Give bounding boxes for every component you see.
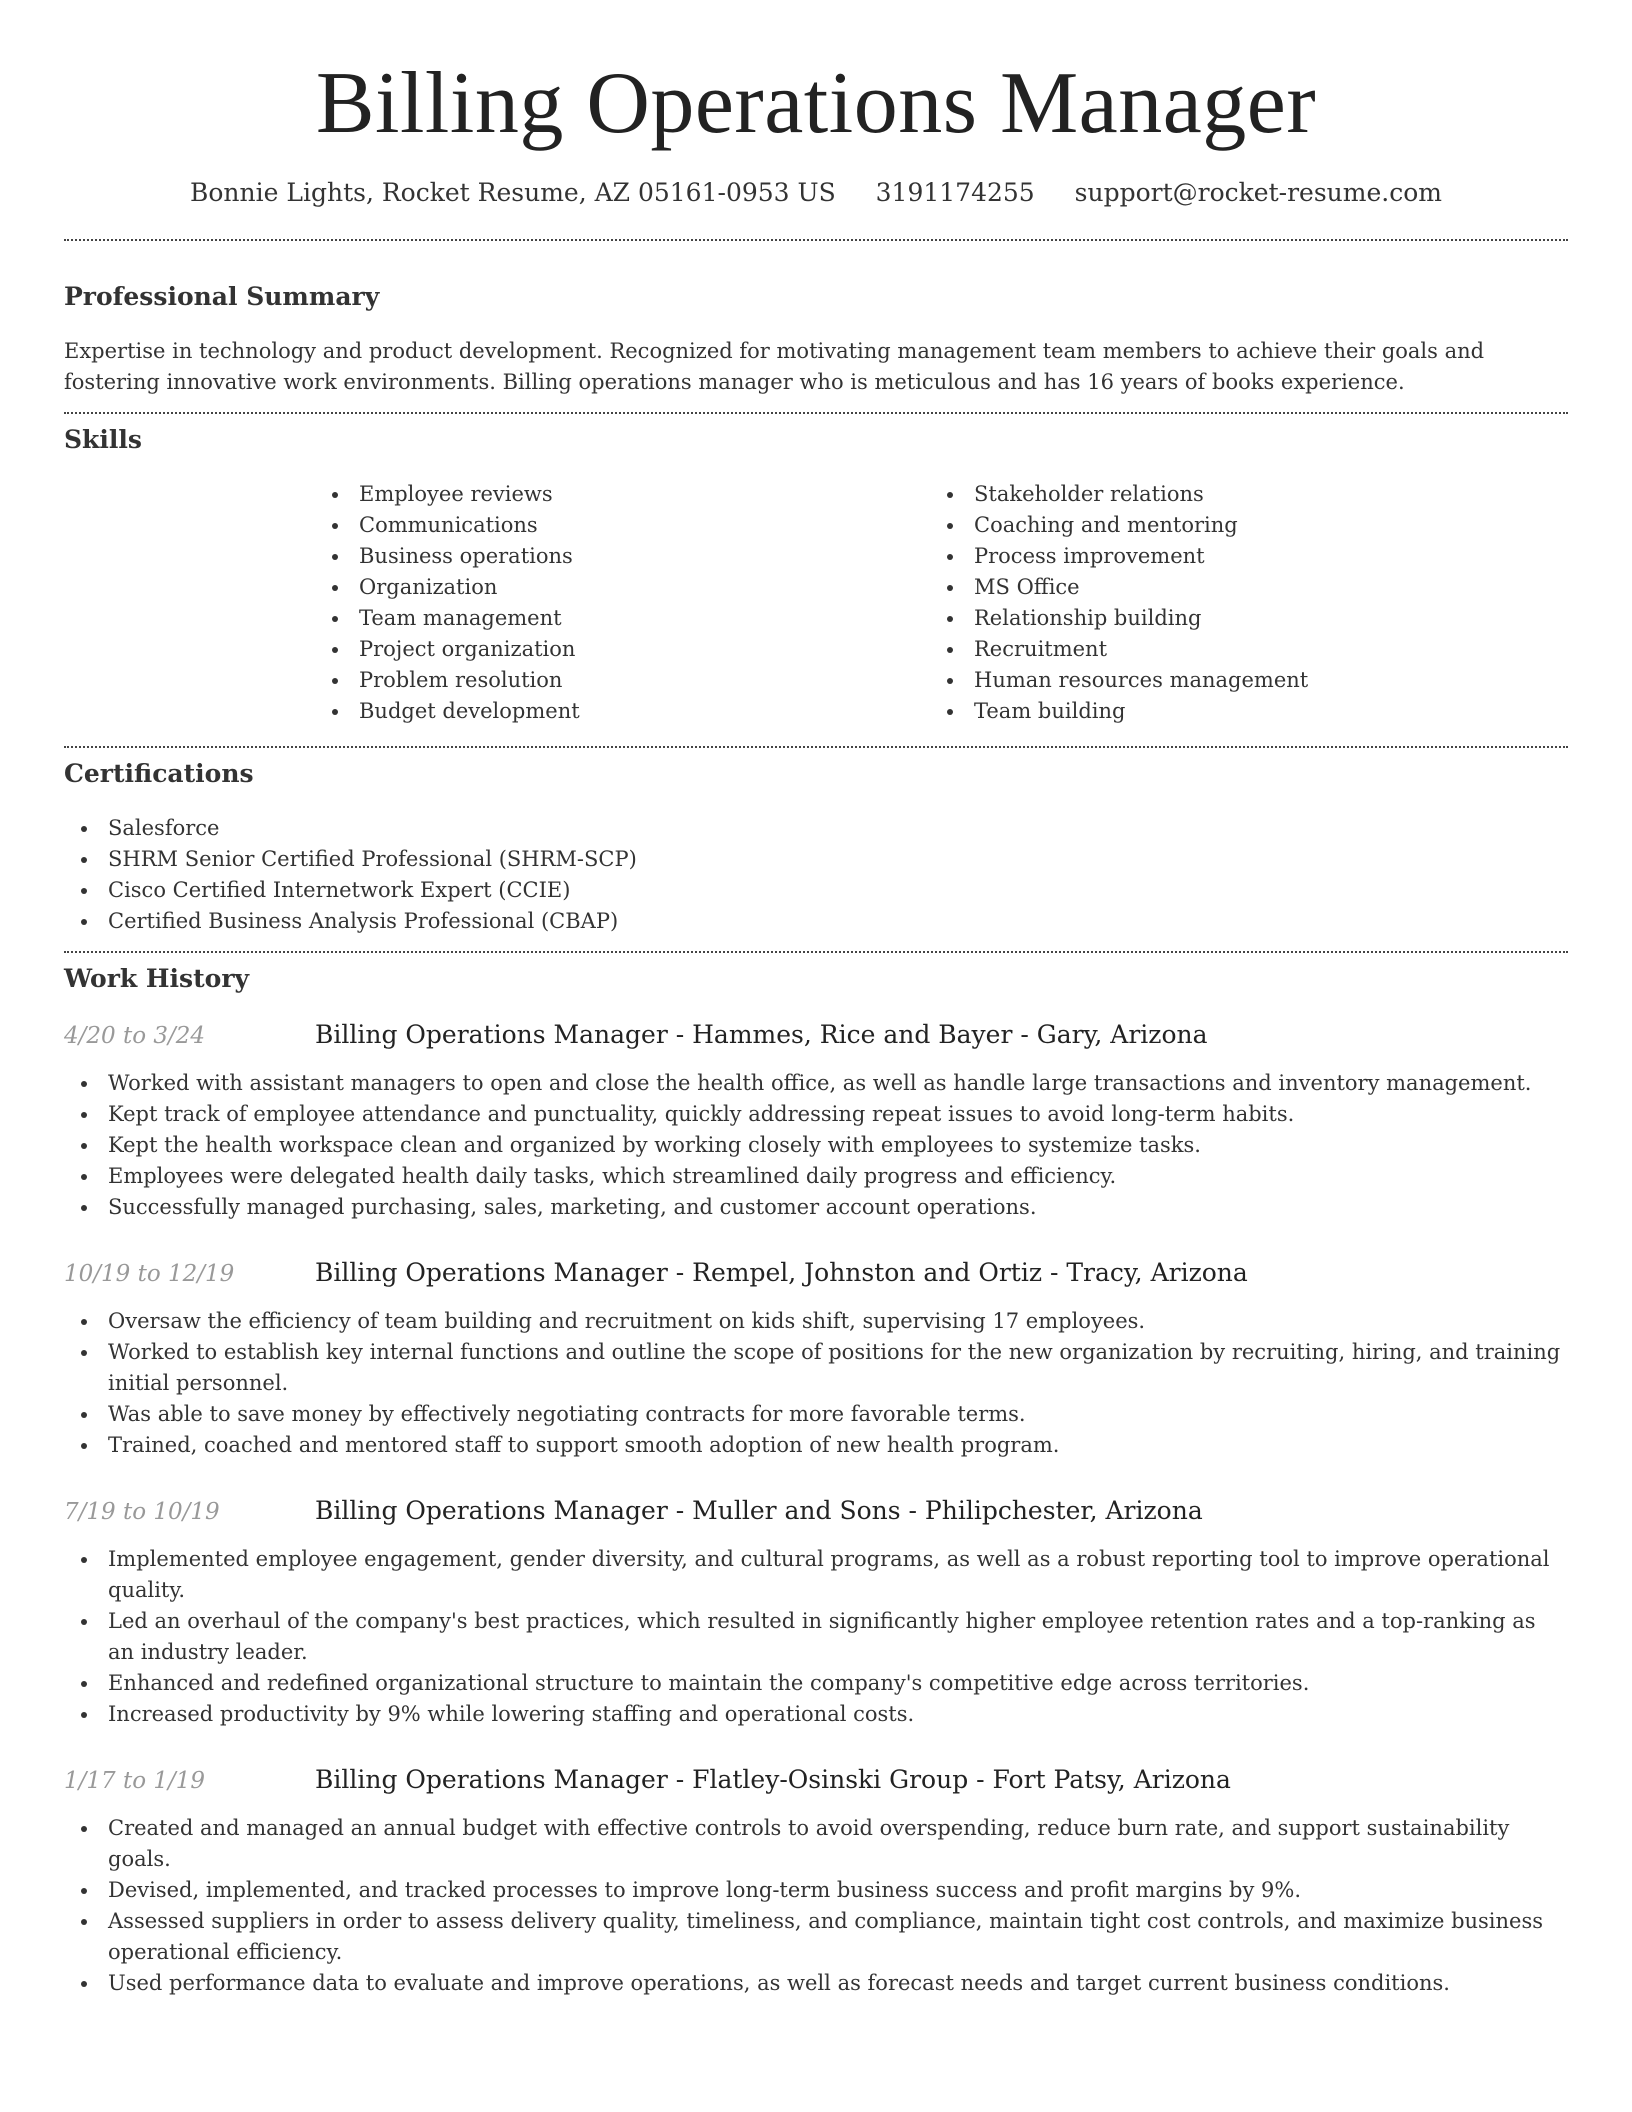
skill-item: Coaching and mentoring <box>930 510 1545 541</box>
job-bullets <box>64 1813 1568 1999</box>
certification-item: Salesforce <box>64 813 1568 844</box>
job-bullet: Was able to save money by effectively negotiating contracts for more favorable terms. <box>64 1399 1568 1430</box>
job-header <box>64 1764 1568 1797</box>
skill-item: Relationship building <box>930 603 1545 634</box>
work-history-section <box>64 963 1568 1999</box>
certification-item: SHRM Senior Certified Professional (SHRM-SCP) <box>64 844 1568 875</box>
summary-section <box>64 281 1568 398</box>
job-bullet: Assessed suppliers in order to assess delivery quality, timeliness, and compliance, maintain tight cost controls, and maximize business operational efficiency. <box>64 1906 1568 1968</box>
section-divider <box>64 746 1568 748</box>
resume-title: Billing Operations Manager <box>315 55 1317 152</box>
work-history-heading: Work History <box>64 964 250 993</box>
section-divider <box>64 239 1568 241</box>
job-dates: 1/17 to 1/19 <box>64 1768 206 1794</box>
skill-item: Team management <box>315 603 930 634</box>
skill-item: Human resources management <box>930 665 1545 696</box>
job-bullet: Created and managed an annual budget with effective controls to avoid overspending, reduce burn rate, and support sustainability goals. <box>64 1813 1568 1875</box>
job-bullet: Successfully managed purchasing, sales, marketing, and customer account operations. <box>64 1192 1568 1223</box>
skill-item: Recruitment <box>930 634 1545 665</box>
skill-item: Team building <box>930 696 1545 727</box>
job-bullets <box>64 1544 1568 1730</box>
job-header <box>64 1495 1568 1528</box>
contact-phone: 3191174255 <box>875 178 1035 207</box>
job-bullet: Led an overhaul of the company's best practices, which resulted in significantly higher employee retention rates and a top-ranking as an industry leader. <box>64 1606 1568 1668</box>
certification-item: Cisco Certified Internetwork Expert (CCIE) <box>64 875 1568 906</box>
job-bullet: Worked with assistant managers to open and close the health office, as well as handle large transactions and inventory management. <box>64 1068 1568 1099</box>
job-entry <box>64 1495 1568 1730</box>
job-dates: 7/19 to 10/19 <box>64 1499 220 1525</box>
job-bullet: Increased productivity by 9% while lowering staffing and operational costs. <box>64 1699 1568 1730</box>
skill-item: Problem resolution <box>315 665 930 696</box>
skill-item: Employee reviews <box>315 479 930 510</box>
job-dates: 4/20 to 3/24 <box>64 1023 206 1049</box>
summary-text: Expertise in technology and product development. Recognized for motivating management team members to achieve their goals and fostering innovative work environments. Billing operations manager who is meticulous and has 16 years of books experience. <box>64 339 1485 394</box>
skill-item: Budget development <box>315 696 930 727</box>
skill-item: Organization <box>315 572 930 603</box>
skill-item: Process improvement <box>930 541 1545 572</box>
job-header <box>64 1019 1568 1052</box>
section-divider <box>64 412 1568 414</box>
job-bullet: Devised, implemented, and tracked processes to improve long-term business success and profit margins by 9%. <box>64 1875 1568 1906</box>
summary-heading: Professional Summary <box>64 282 380 311</box>
job-title: Billing Operations Manager - Rempel, Johnston and Ortiz - Tracy, Arizona <box>315 1258 1248 1287</box>
skills-list-left <box>315 479 930 727</box>
job-bullets <box>64 1306 1568 1461</box>
job-bullet: Worked to establish key internal functions and outline the scope of positions for the new organization by recruiting, hiring, and training initial personnel. <box>64 1337 1568 1399</box>
job-bullet: Employees were delegated health daily tasks, which streamlined daily progress and efficiency. <box>64 1161 1568 1192</box>
certifications-heading: Certifications <box>64 759 254 788</box>
certification-item: Certified Business Analysis Professional (CBAP) <box>64 906 1568 937</box>
job-title: Billing Operations Manager - Flatley-Osinski Group - Fort Patsy, Arizona <box>315 1765 1231 1794</box>
job-entry <box>64 1764 1568 1999</box>
job-title: Billing Operations Manager - Hammes, Rice and Bayer - Gary, Arizona <box>315 1020 1208 1049</box>
job-dates: 10/19 to 12/19 <box>64 1261 235 1287</box>
skills-columns <box>315 479 1568 727</box>
job-bullet: Kept the health workspace clean and organized by working closely with employees to systemize tasks. <box>64 1130 1568 1161</box>
skill-item: Project organization <box>315 634 930 665</box>
job-bullet: Trained, coached and mentored staff to support smooth adoption of new health program. <box>64 1430 1568 1461</box>
certifications-section <box>64 758 1568 937</box>
job-bullet: Implemented employee engagement, gender diversity, and cultural programs, as well as a robust reporting tool to improve operational quality. <box>64 1544 1568 1606</box>
job-bullet: Kept track of employee attendance and punctuality, quickly addressing repeat issues to avoid long-term habits. <box>64 1099 1568 1130</box>
certifications-list <box>64 813 1568 937</box>
contact-address: Bonnie Lights, Rocket Resume, AZ 05161-0953 US <box>190 178 836 207</box>
skill-item: Stakeholder relations <box>930 479 1545 510</box>
contact-line <box>64 176 1568 210</box>
job-bullet: Used performance data to evaluate and improve operations, as well as forecast needs and target current business conditions. <box>64 1968 1568 1999</box>
skill-item: MS Office <box>930 572 1545 603</box>
job-bullet: Enhanced and redefined organizational structure to maintain the company's competitive edge across territories. <box>64 1668 1568 1699</box>
skill-item: Communications <box>315 510 930 541</box>
skill-item: Business operations <box>315 541 930 572</box>
job-bullets <box>64 1068 1568 1223</box>
skills-heading: Skills <box>64 425 142 454</box>
resume-page <box>64 0 1568 1999</box>
job-entry <box>64 1257 1568 1461</box>
job-header <box>64 1257 1568 1290</box>
section-divider <box>64 951 1568 953</box>
job-entry <box>64 1019 1568 1223</box>
skills-list-right <box>930 479 1545 727</box>
job-bullet: Oversaw the efficiency of team building and recruitment on kids shift, supervising 17 employees. <box>64 1306 1568 1337</box>
contact-email[interactable]: support@rocket-resume.com <box>1074 178 1442 207</box>
job-title: Billing Operations Manager - Muller and Sons - Philipchester, Arizona <box>315 1496 1203 1525</box>
skills-section <box>64 424 1568 727</box>
